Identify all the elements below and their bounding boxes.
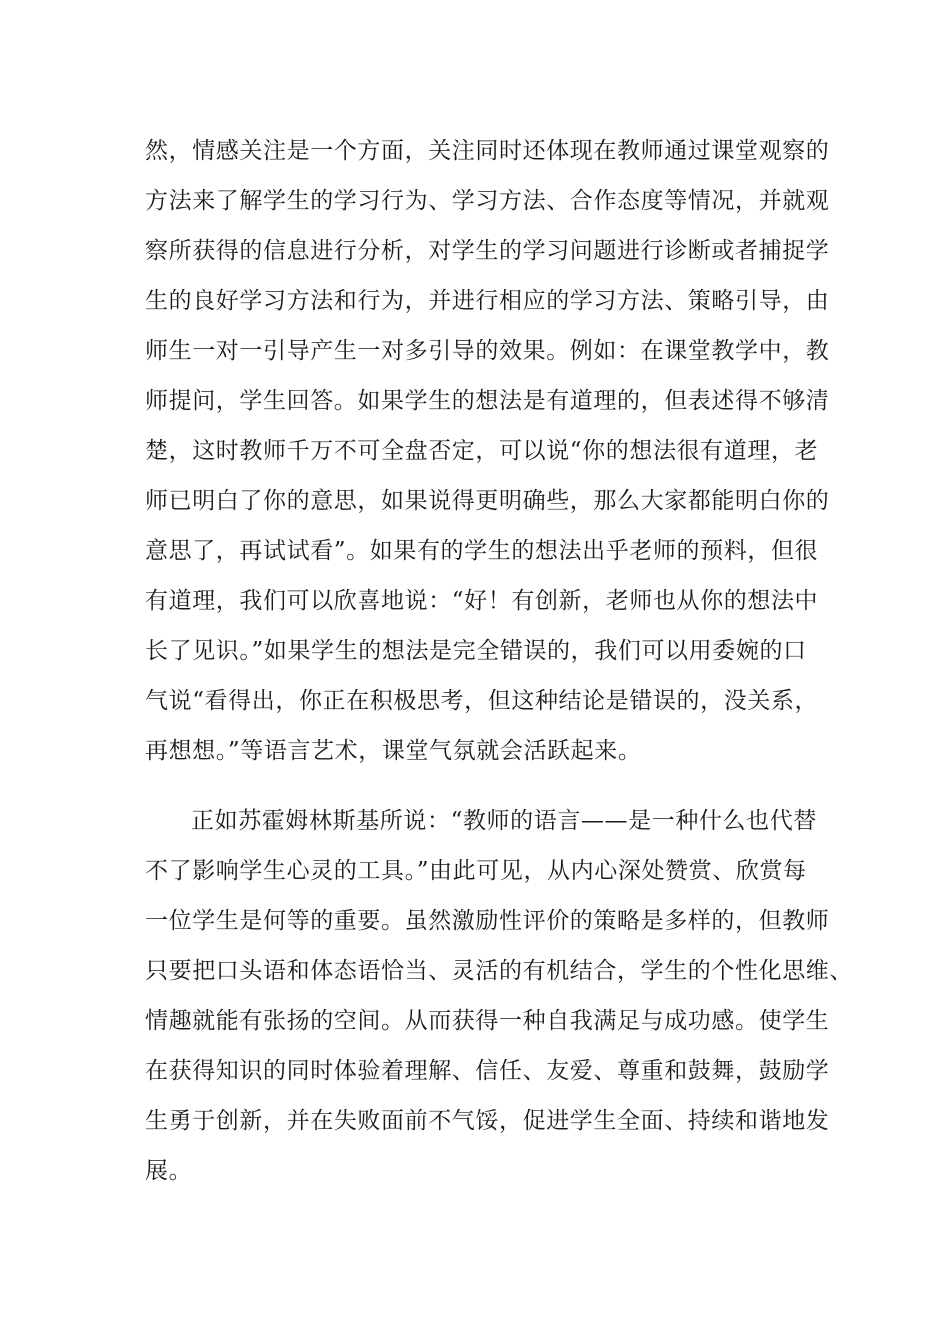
text-line: 生勇于创新，并在失败面前不气馁，促进学生全面、持续和谐地发 — [145, 1108, 830, 1134]
text-line: 意思了，再试试看”。如果有的学生的想法出乎老师的预料，但很 — [145, 538, 819, 564]
text-line: 只要把口头语和体态语恰当、灵活的有机结合，学生的个性化思维、 — [145, 958, 853, 984]
text-line: 情趣就能有张扬的空间。从而获得一种自我满足与成功感。使学生 — [145, 1008, 830, 1034]
text-line: 察所获得的信息进行分析，对学生的学习问题进行诊断或者捕捉学 — [145, 238, 830, 264]
text-line: 师提问，学生回答。如果学生的想法是有道理的，但表述得不够清 — [145, 388, 830, 414]
text-line: 气说“看得出，你正在积极思考，但这种结论是错误的，没关系， — [145, 688, 819, 714]
text-line: 不了影响学生心灵的工具。”由此可见，从内心深处赞赏、欣赏每 — [145, 858, 807, 884]
text-line: 长了见识。”如果学生的想法是完全错误的，我们可以用委婉的口 — [145, 638, 807, 664]
text-line: 楚，这时教师千万不可全盘否定，可以说“你的想法很有道理，老 — [145, 438, 819, 464]
text-line: 再想想。”等语言艺术，课堂气氛就会活跃起来。 — [145, 738, 642, 764]
text-line: 展。 — [145, 1158, 193, 1184]
text-line: 师已明白了你的意思，如果说得更明确些，那么大家都能明白你的 — [145, 488, 830, 514]
text-line: 有道理，我们可以欣喜地说：“好！有创新，老师也从你的想法中 — [145, 588, 819, 614]
text-line: 方法来了解学生的学习行为、学习方法、合作态度等情况，并就观 — [145, 188, 830, 214]
text-line: 在获得知识的同时体验着理解、信任、友爱、尊重和鼓舞，鼓励学 — [145, 1058, 830, 1084]
text-line: 然，情感关注是一个方面，关注同时还体现在教师通过课堂观察的 — [145, 138, 830, 164]
text-line: 正如苏霍姆林斯基所说：“教师的语言——是一种什么也代替 — [191, 808, 817, 834]
text-line: 生的良好学习方法和行为，并进行相应的学习方法、策略引导，由 — [145, 288, 830, 314]
text-line: 师生一对一引导产生一对多引导的效果。例如：在课堂教学中，教 — [145, 338, 830, 364]
text-line: 一位学生是何等的重要。虽然激励性评价的策略是多样的，但教师 — [145, 908, 830, 934]
